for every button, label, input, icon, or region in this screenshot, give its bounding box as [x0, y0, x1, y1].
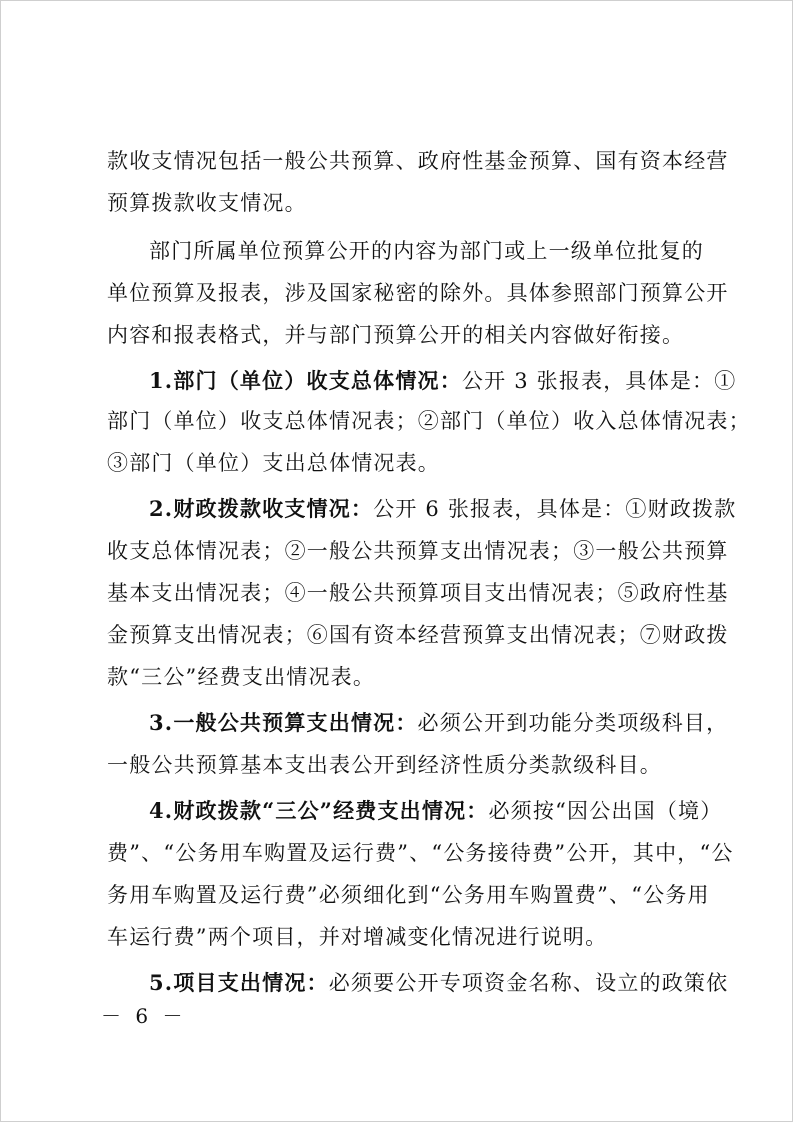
section-text: 公开 3 张报表，具体是：① — [461, 369, 737, 393]
body-line: 款收支情况包括一般公共预算、政府性基金预算、国有资本经营 — [107, 149, 729, 173]
section-5-line — [149, 963, 729, 1003]
section-text: 必须要公开专项资金名称、设立的政策依 — [328, 971, 729, 995]
section-2-line — [149, 489, 737, 529]
section-4-line — [149, 791, 723, 831]
section-text: 必须公开到功能分类项级科目， — [417, 711, 729, 735]
section-text: 公开 6 张报表，具体是：①财政拨款 — [373, 497, 737, 521]
body-line: 部门所属单位预算公开的内容为部门或上一级单位批复的 — [149, 239, 704, 263]
body-line: ③部门（单位）支出总体情况表。 — [107, 451, 440, 475]
section-3-line — [149, 703, 729, 743]
body-line: 款“三公”经费支出情况表。 — [107, 665, 376, 689]
section-heading: 3.一般公共预算支出情况： — [149, 710, 418, 735]
body-line: 内容和报表格式，并与部门预算公开的相关内容做好衔接。 — [107, 323, 685, 347]
body-line: 单位预算及报表，涉及国家秘密的除外。具体参照部门预算公开 — [107, 281, 729, 305]
section-1-line — [149, 361, 737, 401]
body-line: 费”、“公务用车购置及运行费”、“公务接待费”公开，其中，“公 — [107, 841, 734, 865]
page-number: － 6 － — [101, 1004, 187, 1028]
section-text: 必须按“因公出国（境） — [488, 799, 723, 823]
section-heading: 1.部门（单位）收支总体情况： — [149, 368, 462, 393]
section-heading: 2.财政拨款收支情况： — [149, 496, 374, 521]
section-heading: 4.财政拨款“三公”经费支出情况： — [149, 798, 489, 823]
body-line: 金预算支出情况表；⑥国有资本经营预算支出情况表；⑦财政拨 — [107, 623, 729, 647]
body-line: 务用车购置及运行费”必须细化到“公务用车购置费”、“公务用 — [107, 883, 710, 907]
body-line: 车运行费”两个项目，并对增减变化情况进行说明。 — [107, 925, 608, 949]
body-line: 基本支出情况表；④一般公共预算项目支出情况表；⑤政府性基 — [107, 581, 729, 605]
body-line: 一般公共预算基本支出表公开到经济性质分类款级科目。 — [107, 753, 662, 777]
body-line: 部门（单位）收支总体情况表；②部门（单位）收入总体情况表； — [107, 409, 751, 433]
section-heading: 5.项目支出情况： — [149, 970, 329, 995]
body-line: 预算拨款收支情况。 — [107, 191, 307, 215]
body-line: 收支总体情况表；②一般公共预算支出情况表；③一般公共预算 — [107, 539, 729, 563]
